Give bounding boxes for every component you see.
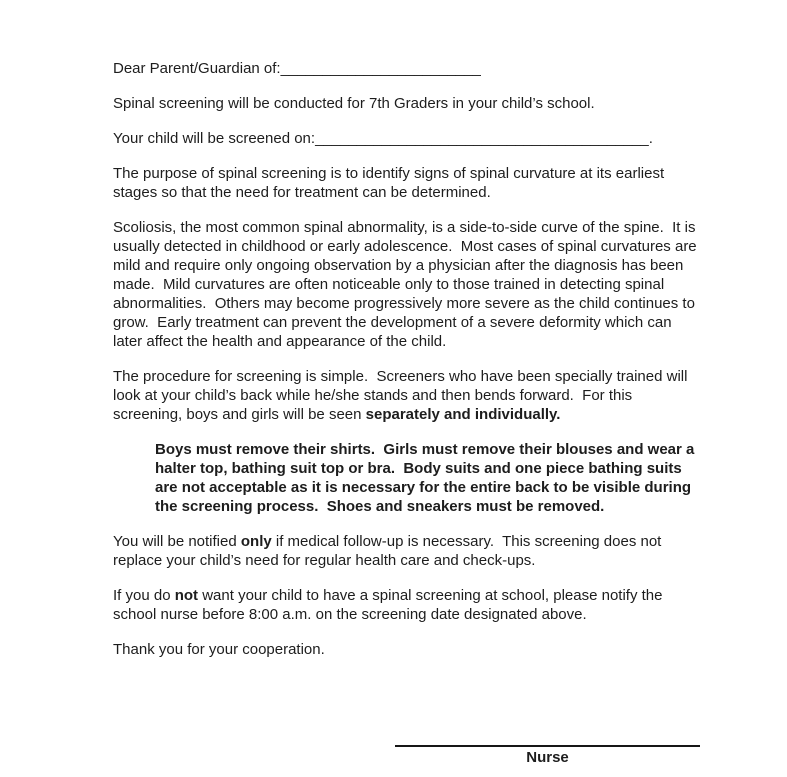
purpose-paragraph: The purpose of spinal screening is to identify signs of spinal curvature at its earliest stages so that the need for treatment can be determined. — [113, 165, 669, 201]
opt-out-paragraph — [113, 586, 698, 624]
procedure-paragraph — [113, 367, 698, 424]
notification-paragraph — [113, 532, 698, 570]
opt-out-emphasis: not — [174, 587, 199, 604]
signature-block — [395, 745, 700, 767]
requirements-paragraph: Boys must remove their shirts. Girls must remove their blouses and wear a halter top, bathing suit top or bra. Body suits and one piece bathing suits are not acceptable as it is necessary for the entire back to be visible during the screening process. Shoes and sneakers must be removed. — [155, 441, 699, 515]
signature-role-label: Nurse — [526, 749, 569, 766]
salutation-line — [113, 59, 698, 78]
salutation-label: Dear Parent/Guardian of: — [113, 60, 281, 77]
closing-paragraph: Thank you for your cooperation. — [113, 641, 325, 658]
opt-out-text-post: want your child to have a spinal screening at school, please notify the school nurse before 8:00 a.m. on the screening date designated above. — [113, 587, 667, 623]
screening-date-period: . — [648, 130, 653, 147]
screening-date-line — [113, 129, 698, 148]
opt-out-text-pre: If you do — [113, 587, 175, 604]
notification-text-pre: You will be notified — [113, 533, 241, 550]
screening-date-blank-line: ________________________________________ — [315, 130, 649, 147]
notification-emphasis: only — [240, 533, 272, 550]
procedure-emphasis: separately and individually. — [365, 406, 561, 423]
parent-name-blank-line: ________________________ — [280, 60, 481, 77]
signature-line — [395, 745, 700, 747]
procedure-text: The procedure for screening is simple. Screeners who have been specially trained will look at your child’s back while he/she stands and then bends forward. For this screening, boys and girls will be seen — [113, 368, 692, 423]
screening-date-label: Your child will be screened on: — [113, 130, 316, 147]
letter-body — [113, 59, 701, 675]
intro-paragraph: Spinal screening will be conducted for 7th Graders in your child’s school. — [113, 95, 595, 112]
scoliosis-paragraph: Scoliosis, the most common spinal abnormality, is a side-to-side curve of the spine. It is usually detected in childhood or early adolescence. Most cases of spinal curvatures are mild and require only ongoing observation by a physician after the diagnosis has been made. Mild curvatures are often noticeable only to those trained in detecting spinal abnormalities. Others may become progressively more severe as the child continues to grow. Early treatment can prevent the development of a severe deformity which can later affect the health and appearance of the child. — [113, 219, 701, 350]
notification-text-post: if medical follow-up is necessary. This screening does not replace your child’s need for regular health care and check-ups. — [113, 533, 666, 569]
